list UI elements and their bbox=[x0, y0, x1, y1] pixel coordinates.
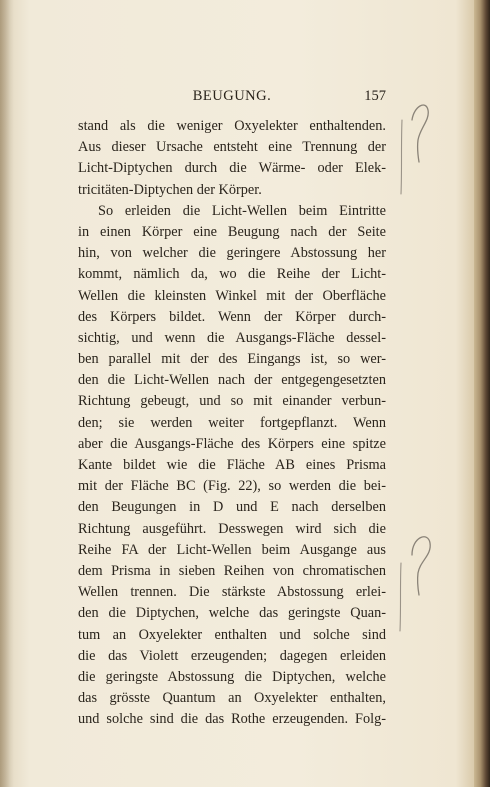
text-line: Licht-Diptychen durch die Wärme- oder Elek- bbox=[78, 160, 386, 177]
text-line: den die Diptychen, welche das geringste Quan- bbox=[78, 605, 386, 622]
text-line: Kante bildet wie die Fläche AB eines Prisma bbox=[78, 457, 386, 473]
text-line: den Beugungen in D und E nach derselben bbox=[78, 499, 386, 516]
running-head bbox=[78, 88, 386, 108]
text-line: des Körpers bildet. Wenn der Körper durch- bbox=[78, 308, 386, 325]
text-line: Wellen die kleinsten Winkel mit der Oberfläche bbox=[78, 287, 386, 304]
text-line: stand als die weniger Oxyelekter enthaltenden. bbox=[78, 118, 386, 134]
page-number: 157 bbox=[364, 88, 386, 104]
text-line: das grösste Quantum an Oxyelekter enthalten, bbox=[78, 690, 386, 707]
text-line: und solche sind die das Rothe erzeugenden. Folg- bbox=[78, 711, 386, 728]
text-line: in einen Körper eine Beugung nach der Seite bbox=[78, 223, 386, 240]
text-line: ben parallel mit der des Eingangs ist, so wer- bbox=[78, 351, 386, 368]
text-line: tricitäten-Diptychen der Körper. bbox=[78, 181, 262, 198]
gutter-shadow bbox=[0, 0, 14, 787]
text-line: sichtig, und wenn die Ausgangs-Fläche dessel- bbox=[78, 329, 386, 346]
text-line: den; sie werden weiter fortgepflanzt. Wenn bbox=[78, 414, 386, 431]
text-line: den die Licht-Wellen nach der entgegengesetzten bbox=[78, 372, 386, 389]
page-edge bbox=[474, 0, 490, 787]
pencil-question-mark-top bbox=[390, 90, 438, 200]
text-line: die das Violett erzeugenden; dagegen erleiden bbox=[78, 647, 386, 664]
text-line: So erleiden die Licht-Wellen beim Eintritte bbox=[98, 202, 386, 219]
body-text bbox=[78, 116, 386, 730]
text-line: Richtung gebeugt, und so mit einander verbun- bbox=[78, 393, 386, 410]
text-line: Reihe FA der Licht-Wellen beim Ausgange aus bbox=[78, 541, 386, 558]
running-title: BEUGUNG. bbox=[192, 88, 272, 104]
text-line: aber die Ausgangs-Fläche des Körpers eine spitze bbox=[78, 435, 386, 452]
text-line: kommt, nämlich da, wo die Reihe der Licht- bbox=[78, 266, 386, 283]
text-line: hin, von welcher die geringere Abstossung her bbox=[78, 245, 386, 262]
text-line: Richtung ausgeführt. Desswegen wird sich die bbox=[78, 520, 386, 537]
text-line: die geringste Abstossung die Diptychen, welche bbox=[78, 668, 386, 685]
pencil-question-mark-bottom bbox=[388, 515, 438, 635]
text-line: tum an Oxyelekter enthalten und solche sind bbox=[78, 626, 386, 643]
text-line: mit der Fläche BC (Fig. 22), so werden die bei- bbox=[78, 478, 386, 495]
text-line: Wellen trennen. Die stärkste Abstossung erlei- bbox=[78, 584, 386, 601]
text-line: dem Prisma in sieben Reihen von chromatischen bbox=[78, 562, 386, 579]
text-line: Aus dieser Ursache entsteht eine Trennung der bbox=[78, 139, 386, 156]
